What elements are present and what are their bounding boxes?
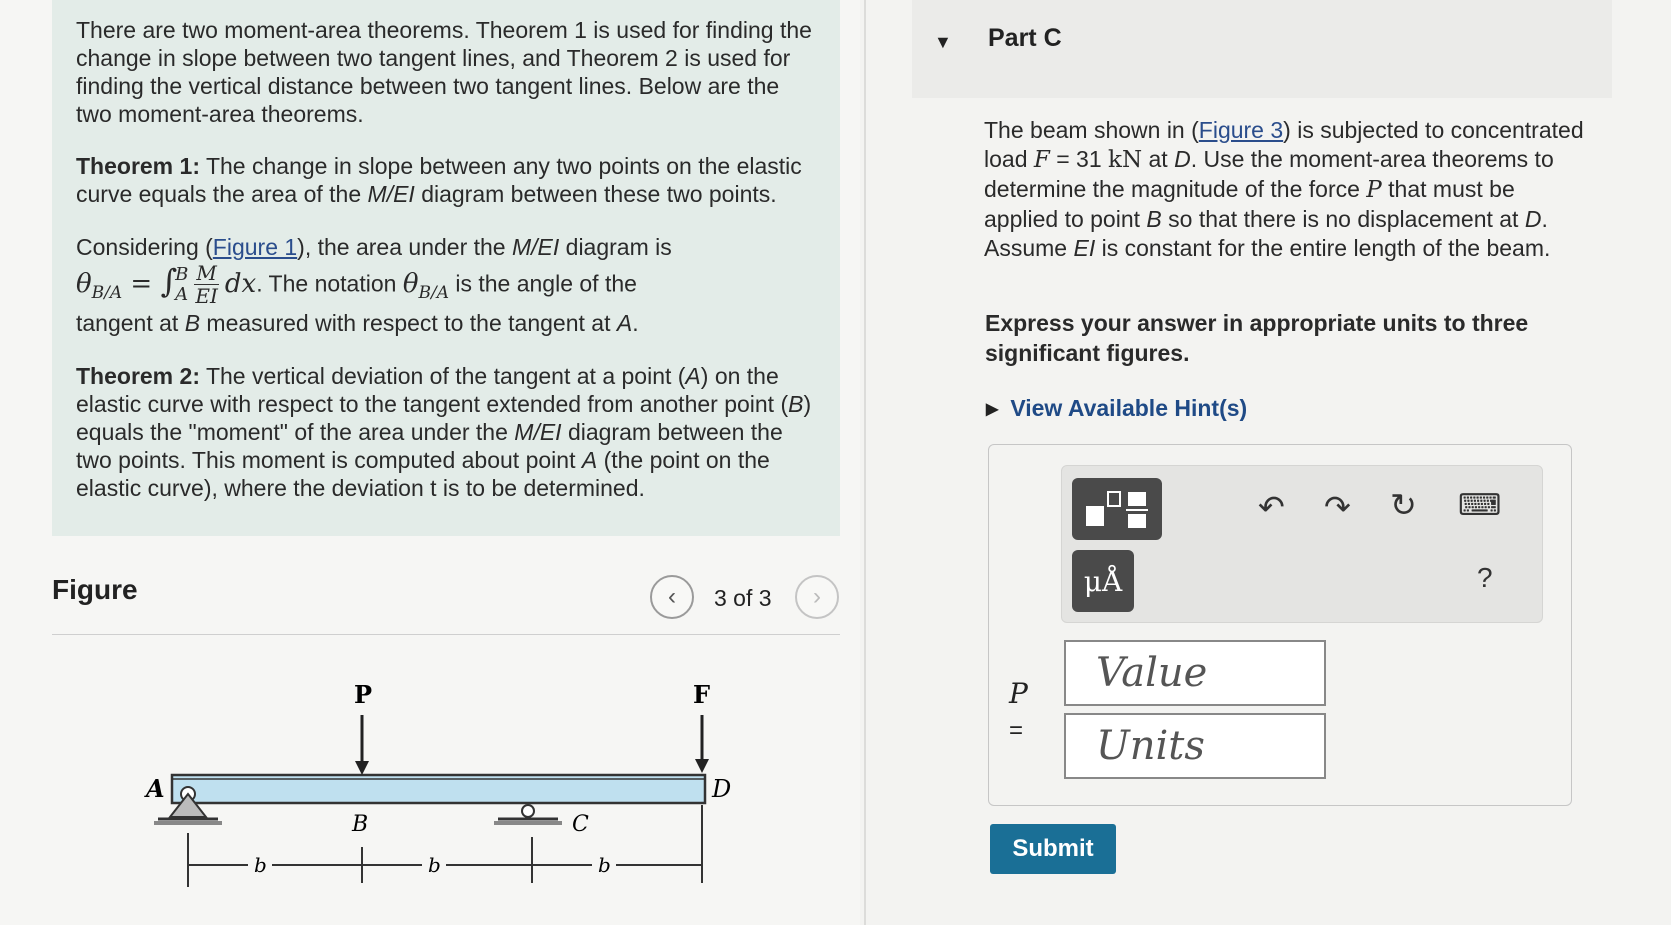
redo-icon[interactable]: ↷ — [1324, 489, 1351, 525]
figure-title: Figure — [52, 574, 138, 605]
figure-prev-button[interactable] — [650, 575, 694, 619]
figure-next-button[interactable] — [795, 575, 839, 619]
answer-instruction: Express your answer in appropriate units to three significant figures. — [985, 310, 1529, 366]
figure-counter: 3 of 3 — [714, 585, 772, 611]
units-symbols-button[interactable]: μÅ — [1072, 550, 1134, 612]
caret-down-icon[interactable]: ▼ — [934, 32, 952, 52]
label-a: A — [146, 774, 165, 803]
theorem2-paragraph: Theorem 2: The vertical deviation of the tangent at a point (A) on the elastic curve with respect to the tangent extended from another point (B) equals the "moment" of the area under the M/EI diagram between the two points. This moment is computed about point A (the point on the elastic curve), where the deviation t is to be determined. — [76, 362, 812, 501]
answer-equals: = — [1009, 717, 1024, 744]
part-title: Part C — [988, 24, 1062, 52]
theta-formula: $\theta_{B/A}$ = ∫ B A $\frac{M}{EI}$ dx — [76, 261, 257, 308]
intro-paragraph: There are two moment-area theorems. Theorem 1 is used for finding the change in slope between two tangent lines, and Theorem 2 is used for finding the vertical distance between two tangent lines. Below are the two moment-area theorems. — [76, 17, 812, 127]
dim-label-b2: b — [428, 853, 441, 877]
units-input[interactable]: Units — [1064, 713, 1326, 779]
figure3-link[interactable]: Figure 3 — [1198, 117, 1284, 143]
load-arrow-p — [355, 715, 369, 775]
templates-button[interactable] — [1072, 478, 1162, 540]
answer-box — [988, 444, 1572, 806]
roller-support-c — [494, 805, 562, 823]
help-button[interactable]: ? — [1477, 562, 1493, 593]
chevron-right-icon: › — [813, 583, 821, 610]
column-divider — [864, 0, 866, 925]
answer-variable: P — [1009, 677, 1028, 710]
considering-paragraph: Considering (Figure 1), the area under the M/EI diagram is $\theta_{B/A}$ = ∫ B A $\frac{M}{EI}$ dx. The notation $\theta_{B/A}$ is the angle of the tangent at B measured with respect to the tangent at A. — [76, 234, 672, 336]
figure1-link[interactable]: Figure 1 — [212, 234, 298, 260]
value-input[interactable]: Value — [1064, 640, 1326, 706]
dim-label-b3: b — [598, 853, 611, 877]
templates-icon — [1072, 478, 1162, 540]
load-arrow-f — [695, 715, 709, 773]
reset-icon[interactable]: ↻ — [1390, 487, 1417, 523]
theory-text-panel — [52, 0, 840, 536]
theorem1-paragraph: Theorem 1: The change in slope between any two points on the elastic curve equals the area of the M/EI diagram between these two points. — [76, 153, 802, 207]
beam-figure — [140, 665, 740, 895]
label-d: D — [712, 775, 732, 803]
label-f: F — [693, 680, 711, 709]
right-panel — [868, 0, 1671, 925]
figure-divider — [52, 634, 840, 635]
chevron-left-icon: ‹ — [668, 583, 676, 610]
submit-button[interactable]: Submit — [990, 824, 1116, 874]
math-toolbar — [1061, 465, 1543, 623]
label-p: P — [354, 680, 373, 709]
keyboard-icon[interactable]: ⌨ — [1458, 489, 1502, 522]
problem-statement: The beam shown in (Figure 3) is subjected to concentrated load F = 31 kN at D. Use the moment-area theorems to determine the magnitude of the force P that must be applied to point B so that there is no displacement at D. Assume EI is constant for the entire length of the beam. — [984, 117, 1584, 261]
dim-label-b1: b — [254, 853, 267, 877]
view-hints-toggle[interactable]: ▶ View Available Hint(s) — [986, 395, 1248, 421]
label-c: C — [572, 812, 589, 837]
undo-icon[interactable]: ↶ — [1258, 489, 1285, 525]
caret-right-icon: ▶ — [986, 401, 999, 418]
label-b: B — [352, 812, 369, 837]
